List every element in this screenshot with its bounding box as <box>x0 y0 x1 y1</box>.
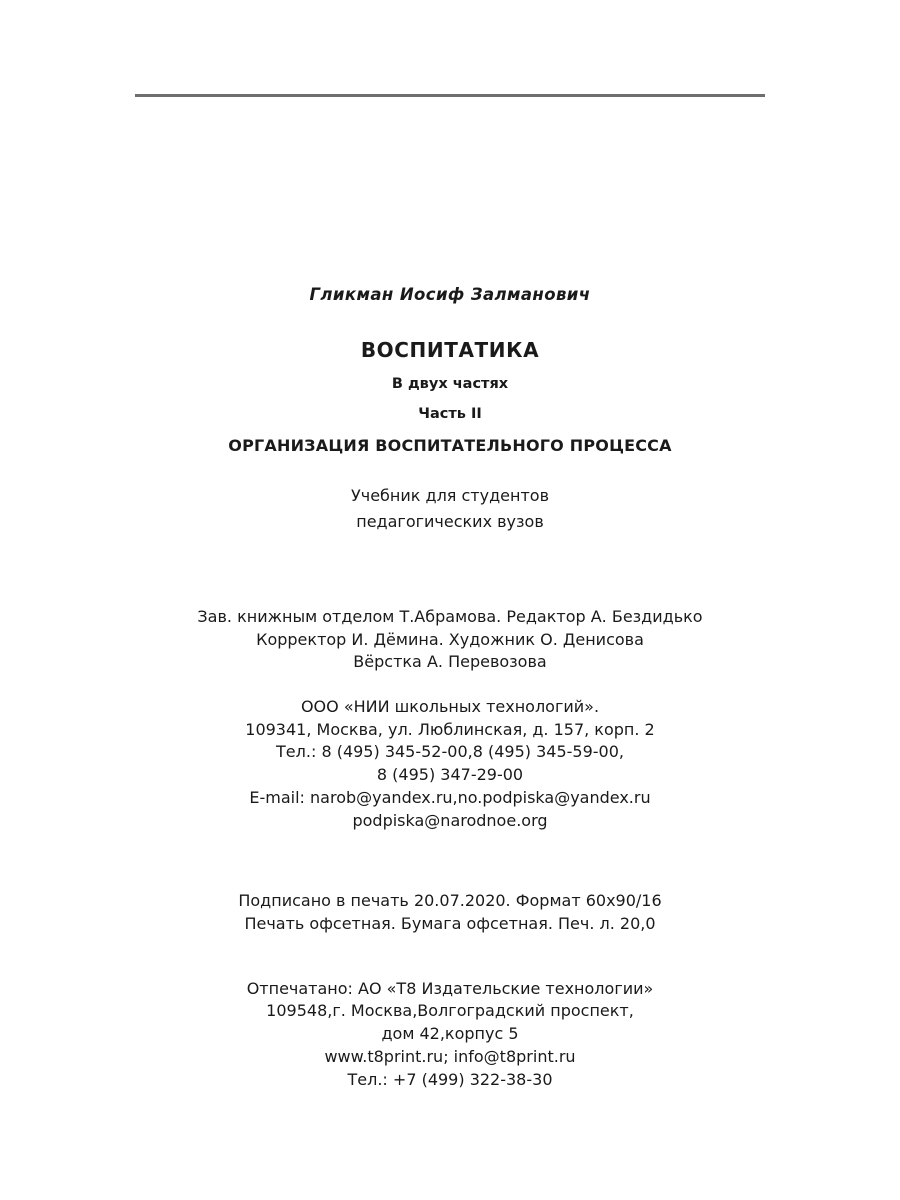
printed-by-line-3: дом 42,корпус 5 <box>381 1024 519 1044</box>
print-info-line-1: Подписано в печать 20.07.2020. Формат 60х90/16 <box>238 891 662 911</box>
book-part: Часть II <box>418 406 482 422</box>
book-author: Гликман Иосиф Залманович <box>309 285 591 304</box>
credits-line-1: Зав. книжным отделом Т.Абрамова. Редактор А. Бездидько <box>197 606 703 626</box>
publisher-line-2: 109341, Москва, ул. Люблинская, д. 157, корп. 2 <box>245 719 655 739</box>
header-rule <box>135 94 765 97</box>
printed-by-line-1: Отпечатано: АО «Т8 Издательские технологии» <box>246 978 654 998</box>
printed-by-phone: Тел.: +7 (499) 322-38-30 <box>347 1069 553 1089</box>
publisher-line-3: Тел.: 8 (495) 345-52-00,8 (495) 345-59-00, <box>276 742 624 762</box>
printed-by-line-2: 109548,г. Москва,Волгоградский проспект, <box>266 1001 634 1021</box>
colophon <box>0 285 900 1091</box>
printed-by-block <box>0 978 900 1092</box>
publisher-block <box>0 696 900 832</box>
print-info-line-2: Печать офсетная. Бумага офсетная. Печ. л. 20,0 <box>244 913 656 933</box>
printed-by-website: www.t8print.ru; info@t8print.ru <box>324 1046 576 1066</box>
audience-line-2: педагогических вузов <box>356 512 544 532</box>
publisher-line-1: ООО «НИИ школьных технологий». <box>300 696 600 716</box>
publisher-line-4: 8 (495) 347-29-00 <box>376 765 524 785</box>
audience-line-1: Учебник для студентов <box>350 486 549 505</box>
book-subtitle: В двух частях <box>391 376 509 392</box>
book-part-title: ОРГАНИЗАЦИЯ ВОСПИТАТЕЛЬНОГО ПРОЦЕССА <box>228 436 672 455</box>
publisher-email-line-1: E-mail: narob@yandex.ru,no.podpiska@yandex.ru <box>249 787 651 807</box>
credits-line-2: Корректор И. Дёмина. Художник О. Денисова <box>256 629 644 649</box>
publisher-email-line-2: podpiska@narodnoe.org <box>352 810 548 830</box>
book-title: ВОСПИТАТИКА <box>360 338 540 362</box>
credits-line-3: Вёрстка А. Перевозова <box>353 652 547 672</box>
